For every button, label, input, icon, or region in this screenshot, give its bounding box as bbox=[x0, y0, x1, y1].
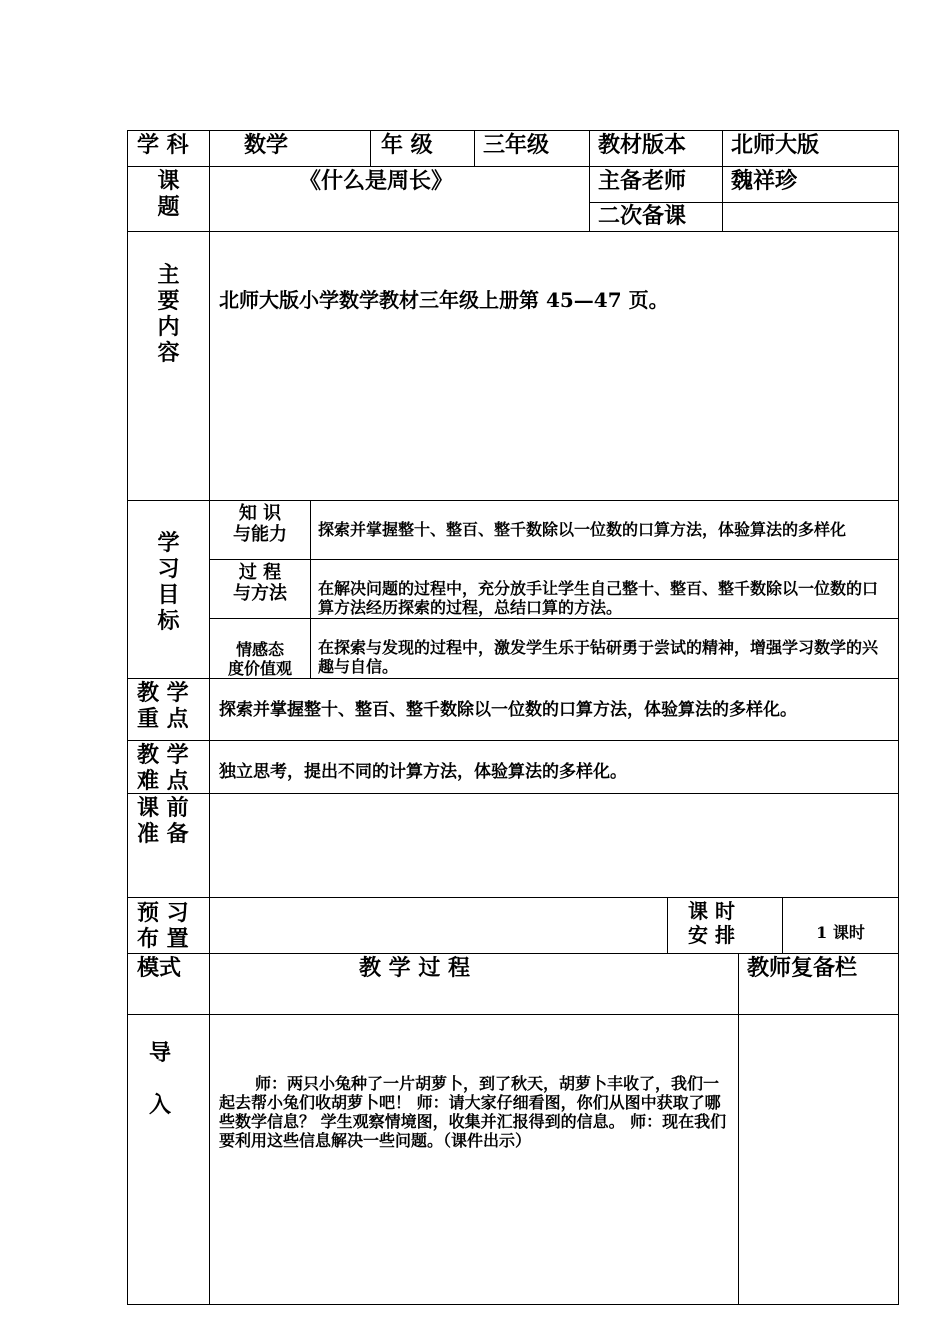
table-rule bbox=[310, 500, 311, 678]
intro-text: 师：两只小兔种了一片胡萝卜，到了秋天，胡萝卜丰收了，我们一起去帮小兔们收胡萝卜吧！ 师：请大家仔细看图，你们从图中获取了哪些数学信息？ 学生观察情境图，收集并汇报得到的信息。 师：现在我们要利用这些信息解决一些问题。（课件出示） bbox=[219, 1074, 727, 1150]
table-rule bbox=[370, 130, 371, 166]
time-value: 1 课时 bbox=[816, 923, 865, 942]
edition-label: 教材版本 bbox=[598, 132, 687, 158]
main-teacher-label: 主备老师 bbox=[598, 168, 687, 194]
table-rule bbox=[209, 559, 899, 560]
table-rule bbox=[589, 130, 590, 231]
table-rule bbox=[474, 130, 475, 166]
intro-label: 导 入 bbox=[148, 1040, 171, 1118]
table-rule bbox=[127, 500, 899, 501]
table-rule bbox=[209, 618, 899, 619]
table-rule bbox=[127, 740, 899, 741]
goals-label: 学 习 目 标 bbox=[157, 530, 180, 634]
key-points-text: 探索并掌握整十、整百、整千数除以一位数的口算方法，体验算法的多样化。 bbox=[219, 700, 797, 720]
subject-label: 学 科 bbox=[137, 132, 189, 158]
table-rule bbox=[722, 130, 723, 231]
main-teacher-value: 魏祥珍 bbox=[731, 168, 798, 194]
table-rule bbox=[127, 166, 899, 167]
second-prep-label: 二次备课 bbox=[598, 203, 687, 229]
table-rule bbox=[667, 897, 668, 953]
table-rule bbox=[127, 793, 899, 794]
table-rule bbox=[127, 1014, 899, 1015]
table-rule bbox=[127, 231, 899, 232]
table-rule bbox=[209, 130, 210, 1305]
grade-value: 三年级 bbox=[483, 132, 550, 158]
goal-process-label: 过 程 与方法 bbox=[233, 562, 287, 604]
table-rule bbox=[127, 897, 899, 898]
key-points-label: 教 学 重 点 bbox=[137, 680, 189, 732]
preview-label: 预 习 布 置 bbox=[137, 900, 189, 952]
teacher-notes-column-label: 教师复备栏 bbox=[747, 955, 858, 981]
subject-value: 数学 bbox=[244, 132, 289, 158]
table-rule bbox=[127, 1304, 899, 1305]
process-label: 教 学 过 程 bbox=[359, 955, 470, 981]
main-content-label: 主 要 内 容 bbox=[157, 262, 180, 366]
table-rule bbox=[738, 953, 739, 1305]
grade-label: 年 级 bbox=[381, 132, 433, 158]
topic-title: 《什么是周长》 bbox=[299, 168, 454, 194]
mode-label: 模式 bbox=[137, 955, 182, 981]
topic-label: 课 题 bbox=[157, 168, 180, 220]
edition-value: 北师大版 bbox=[731, 132, 820, 158]
table-rule bbox=[127, 953, 899, 954]
table-rule bbox=[127, 130, 899, 131]
preparation-label: 课 前 准 备 bbox=[137, 795, 189, 847]
difficult-points-label: 教 学 难 点 bbox=[137, 742, 189, 794]
goal-emotion-label: 情感态 度价值观 bbox=[227, 640, 292, 678]
main-content-text: 北师大版小学数学教材三年级上册第 45—47 页。 bbox=[219, 288, 669, 312]
goal-emotion-text: 在探索与发现的过程中，激发学生乐于钻研勇于尝试的精神，增强学习数学的兴趣与自信。 bbox=[318, 638, 879, 676]
difficult-points-text: 独立思考，提出不同的计算方法，体验算法的多样化。 bbox=[219, 762, 627, 782]
time-label: 课 时 安 排 bbox=[688, 899, 735, 947]
goal-knowledge-label: 知 识 与能力 bbox=[233, 503, 287, 545]
goal-knowledge-text: 探索并掌握整十、整百、整千数除以一位数的口算方法，体验算法的多样化 bbox=[318, 520, 847, 539]
goal-process-text: 在解决问题的过程中，充分放手让学生自己整十、整百、整千数除以一位数的口算方法经历探索的过程，总结口算的方法。 bbox=[318, 579, 879, 617]
table-rule bbox=[898, 130, 899, 1305]
table-rule bbox=[127, 678, 899, 679]
